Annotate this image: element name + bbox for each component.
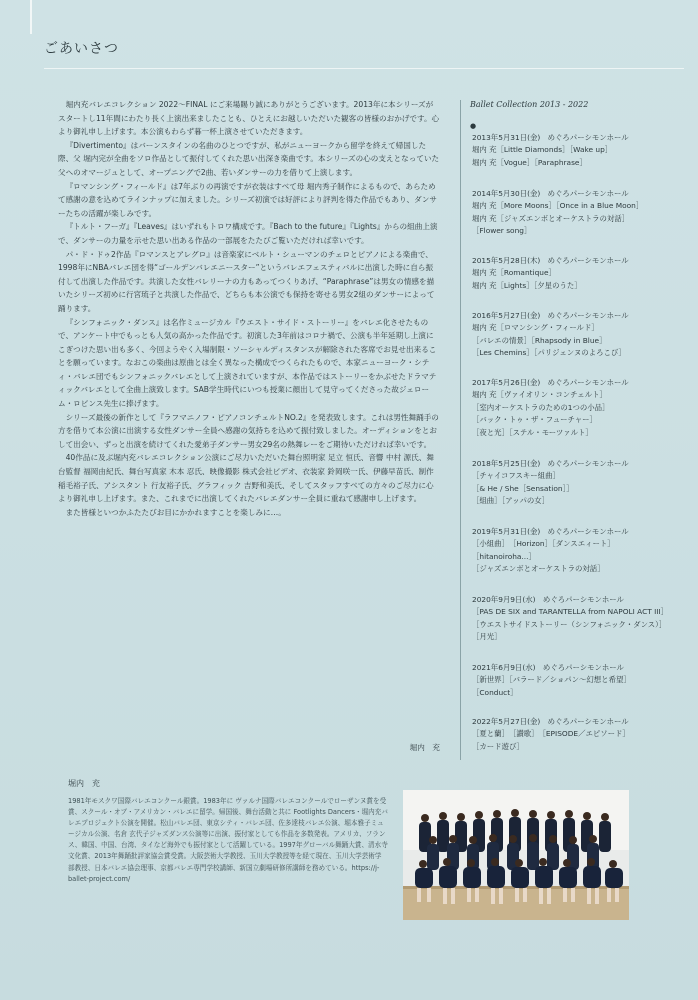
- history-line: ［Conduct］: [472, 687, 518, 697]
- history-line: ［ウエストサイドストーリー（シンフォニック・ダンス）］: [472, 619, 667, 629]
- history-date: 2013年5月31日(金) めぐろパーシモンホール: [472, 133, 629, 142]
- history-line: 堀内 充［ジャズエンボとオーケストラの対話］: [472, 213, 630, 223]
- top-left-rule: [30, 0, 32, 34]
- history-line: ［Flower song］: [472, 226, 532, 236]
- history-line: ［月光］: [472, 632, 502, 642]
- greeting-paragraph: また皆様といつかふたたびお目にかかれますことを楽しみに…。: [65, 507, 286, 517]
- bio-text: 1981年モスクワ国際バレエコンクール銀賞。1983年に ヴァルナ国際バレエコンクールでローザンヌ賞を受賞、スクール・オブ・アメリカン・バレエに留学。帰国後、舞台活動と共に Footlights Dancers・堀内充バレエプロジェクト公演を開催。松山バレエ団、東京シティ・バレエ団、佐多達枝バレエ公演、堀本雅子ミュージカル公演、名倉 玄代子ジャズダンス公演等に出演、振付家としても作品を多数発表。アメリカ、フランス、韓国、中国、台湾、タイなど海外でも振付家として活躍している。1997年グローバル舞踊大賞、清水寺 文化賞、2013年舞踊批評家協会賞受賞。大阪芸術大学教授、玉川大学教授等を経て現在、玉川大学芸術学部教授、日本バレエ協会理事、京都バレエ専門学校講師、新国立劇場研修所講師を務めている。https://j-ballet-project.com/: [68, 797, 388, 883]
- history-date: 2022年5月27日(金) めぐろパーシモンホール: [472, 717, 629, 726]
- history-line: 堀内 充［Vogue］［Paraphrase］: [472, 157, 587, 167]
- history-line: ［小組曲］ ［Horizon］［ダンスエィート］: [472, 539, 615, 549]
- greeting-paragraph: 『シンフォニック・ダンス』は名作ミュージカル『ウエスト・サイド・ストーリー』をバレエ化させたもので、アンケート中でもっとも人気の高かった作品です。初演した3年前はコロナ禍で、公演も半年延期し上演にこぎつけた思い出も多く、今回ようやく入場制限・ソーシャルディスタンスが解除された客席でお見せ出来ることを願っています。なおこの楽曲は原曲とは全く異なった構成でつくられたもので、本家ニューヨーク・シティ・バレエ団でもシンフォニックバレエとして上演されていますが、本作品ではストーリーをかぶせたドラマティックバレエとして全曲上演致します。SAB学生時代にいつも授業に顔出して見守ってくださった故ジェローム・ロビンス先生に捧げます。: [58, 317, 437, 409]
- history-entry: [472, 188, 688, 238]
- column-divider: [460, 100, 461, 760]
- history-entry: [472, 716, 688, 753]
- history-line: 堀内 充［More Moons］［Once in a Blue Moon］: [472, 201, 644, 211]
- history-entry: [472, 132, 688, 169]
- bio-name: 堀内 充: [68, 779, 100, 788]
- history-entry: [472, 377, 688, 439]
- greeting-paragraph: 『トルト・フーガ』『Leaves』はいずれもトロワ構成です。『Bach to the future』『Lights』からの組曲上演で、ダンサーの力量を示せた思い出ある作品の一部展をたたびご覧いただければ幸いです。: [58, 222, 438, 245]
- history-line: 堀内 充［ヴァイオリン・コンチェルト］: [472, 390, 607, 400]
- history-line: 堀内 充［Little Diamonds］［Wake up］: [472, 145, 613, 155]
- history-line: ［& He / She［Sensation］］: [472, 483, 574, 493]
- group-photo: [403, 790, 629, 920]
- history-entry: [472, 526, 688, 576]
- greeting-text: [58, 98, 440, 519]
- greeting-paragraph: パ・ド・ドゥ2作品『ロマンスとアレグロ』は音楽家にベルト・シューマンのチェロとピアノによる楽曲で、1998年にNBAバレエ団を得“ゴールデンバレエニースター”というバレエフェスティバルに出演した時に自ら振付して出演した作品です。共演した女性バレリーナの力もあってつくりあげ、“Paraphrase”は男女の情感を描いたシリーズ初めに行宮琉子と共演した作品で、どちらも本公演でも保持を寄せる男女2組のダンサーによって踊ります。: [58, 249, 435, 313]
- history-line: 堀内 充［Lights］［夕星のうた］: [472, 280, 582, 290]
- history-title: Ballet Collection 2013 - 2022: [470, 100, 589, 109]
- history-line: ［新世界］［バラード／ショパン～幻想と希望］: [472, 675, 631, 685]
- history-line: 堀内 充［ロマンシング・フィールド］: [472, 323, 599, 333]
- history-line: ［Les Chemins］［パリジェンヌのよろこび］: [472, 348, 626, 358]
- history-line: ［PAS DE SIX and TARANTELLA from NAPOLI ACT III］: [472, 607, 669, 617]
- greeting-paragraph: 堀内充バレエコレクション 2022～FINAL にご来場賜り誠にありがとうございます。2013年に本シリーズがスタートし11年間にわたり長く上演出来ましたことも、ひとえにお越しいただいた観客の皆様のおかげです。心より御礼申し上げます。本公演もわらず暮一杯上演させていただきます。: [58, 100, 440, 137]
- history-date: 2014年5月30日(金) めぐろパーシモンホール: [472, 189, 629, 198]
- page-heading: ごあいさつ: [44, 41, 119, 57]
- history-date: 2017年5月26日(金) めぐろパーシモンホール: [472, 378, 629, 387]
- history-entry: [472, 594, 688, 644]
- greeting-paragraph: 『ロマンシング・フィールド』は7年ぶりの再演ですが衣装はすべて母 堀内秀子制作によるもので、あらためて感謝の意を込めてラインナップに加えました。シリーズ初演では好評により評判を得た作品でもあり、ダンサーたちの活躍が楽しみです。: [58, 181, 437, 218]
- history-line: ［ジャズエンボとオーケストラの対話］: [472, 564, 605, 574]
- history-date: 2020年9月9日(水) めぐろパーシモンホール: [472, 595, 624, 604]
- history-entry: [472, 662, 688, 699]
- history-entry: [472, 310, 688, 360]
- history-date: 2016年5月27日(金) めぐろパーシモンホール: [472, 311, 629, 320]
- history-line: ［夜と光］［ステル・モーツァルト］: [472, 427, 593, 437]
- greeting-paragraph: 『Divertimento』はバーンスタインの名曲のひとつですが、私がニューヨークから留学を終えて帰国した際、父 堀内完が全曲をソロ作品として振付してくれた思い出深き楽曲です。本シリーズの心の支えとなっていた父へのオマージュとして、オープニングで2曲、若いダンサーの力を借りて上演します。: [58, 140, 440, 177]
- history-line: ［室内オーケストラのための1つの小品］: [472, 402, 610, 412]
- history-date: 2015年5月28日(木) めぐろパーシモンホール: [472, 256, 629, 265]
- greeting-paragraph: 40作品に及ぶ堀内充バレエコレクション公演にご尽力いただいた舞台照明家 足立 恒氏、音響 中村 源氏、舞台監督 福岡由紀氏、舞台写真家 木本 忍氏、映像撮影 株式会社ビデオ、衣装家 鈴岡咲一氏、伊藤早苗氏、制作 稲毛裕子氏、アシスタント 行友裕子氏、グラフィック 吉野和美氏、そしてスタッフすべての方々のご尽力に心より御礼申し上げます。また、これまでに出演してくれたバレエダンサー全員に重ねて感謝申し上げます。: [58, 453, 434, 504]
- history-line: ［バック・トゥ・ザ・フューチャー］: [472, 415, 597, 425]
- history-line: ［組曲］［アッパの女］: [472, 496, 550, 506]
- history-entry: [472, 458, 688, 508]
- history-line: ［バレエの情景］［Rhapsody in Blue］: [472, 335, 607, 345]
- history-line: ［hitanoiroha...］: [472, 551, 536, 561]
- bullet-icon: ●: [470, 122, 477, 130]
- history-line: ［夏と蘭］ ［讃歌］ ［EPISODE／エピソード］: [472, 729, 630, 739]
- heading-divider: [44, 68, 684, 69]
- greeting-paragraph: シリーズ最後の新作として『ラフマニノフ・ピアノコンチェルトNO.2』を発表致します。これは男性舞踊手の方を借りて本公演に出演する女性ダンサー全員へ感謝の気持ちを込めて振付致しました。オーディションをとおして出会い、ずっと出演を続けてくれた愛弟子ダンサー男女29名の熱舞レーをご期待いただければ幸いです。: [58, 412, 439, 449]
- history-line: ［チャイコフスキー組曲］: [472, 471, 560, 481]
- history-entry: [472, 255, 688, 292]
- signature: 堀内 充: [409, 743, 440, 752]
- history-line: 堀内 充［Romantique］: [472, 268, 556, 278]
- history-date: 2019年5月31日(金) めぐろパーシモンホール: [472, 527, 629, 536]
- history-line: ［カード遊び］: [472, 741, 524, 751]
- history-date: 2018年5月25日(金) めぐろパーシモンホール: [472, 459, 629, 468]
- history-date: 2021年6月9日(水) めぐろパーシモンホール: [472, 663, 624, 672]
